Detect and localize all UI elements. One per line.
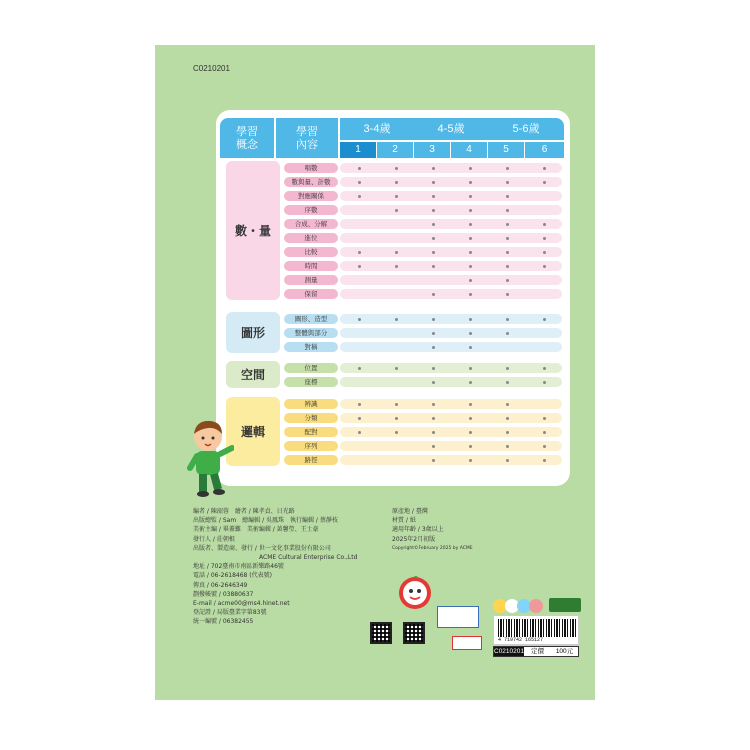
table-row <box>284 163 562 173</box>
check-dot <box>469 181 472 184</box>
check-dot <box>506 237 509 240</box>
check-dot <box>395 195 398 198</box>
check-dot <box>395 318 398 321</box>
check-dot <box>395 209 398 212</box>
row-band <box>340 233 562 243</box>
row-label: 圖形、造型 <box>284 314 338 324</box>
row-label: 分類 <box>284 413 338 423</box>
check-dot <box>543 237 546 240</box>
row-label: 時間 <box>284 261 338 271</box>
check-dot <box>543 251 546 254</box>
check-dot <box>543 167 546 170</box>
check-dot <box>358 417 361 420</box>
check-dot <box>432 403 435 406</box>
check-dot <box>432 195 435 198</box>
check-dot <box>358 431 361 434</box>
row-band <box>340 275 562 285</box>
credit-line: 電話 / 06-2618468 (代表號) <box>193 572 272 580</box>
category-2: 空間 <box>226 361 280 388</box>
header-content <box>276 118 338 158</box>
row-band <box>340 163 562 173</box>
check-dot <box>506 223 509 226</box>
row-band <box>340 314 562 324</box>
soy-ink-logo <box>437 606 479 628</box>
row-label: 座標 <box>284 377 338 387</box>
row-band <box>340 247 562 257</box>
check-dot <box>506 318 509 321</box>
check-dot <box>543 381 546 384</box>
check-dot <box>432 251 435 254</box>
check-dot <box>506 445 509 448</box>
credit-line: 統一編號 / 06382455 <box>193 618 254 626</box>
check-dot <box>432 209 435 212</box>
row-band <box>340 455 562 465</box>
row-label: 唱數 <box>284 163 338 173</box>
row-label: 序數 <box>284 205 338 215</box>
level-5: 5 <box>488 142 524 158</box>
row-label: 進位 <box>284 233 338 243</box>
credit-line: 地址 / 702臺南市南區新樂路46號 <box>193 563 284 571</box>
credits-right <box>392 507 512 553</box>
check-dot <box>469 195 472 198</box>
check-dot <box>543 445 546 448</box>
row-band <box>340 328 562 338</box>
table-row <box>284 191 562 201</box>
table-row <box>284 363 562 373</box>
check-dot <box>469 223 472 226</box>
level-2: 2 <box>377 142 413 158</box>
age-group-5-6: 5-6歲 <box>512 123 540 135</box>
check-dot <box>432 445 435 448</box>
table-row <box>284 219 562 229</box>
check-dot <box>469 167 472 170</box>
category-3: 邏輯 <box>226 397 280 466</box>
isbn-barcode <box>493 615 579 645</box>
check-dot <box>469 403 472 406</box>
row-band <box>340 261 562 271</box>
check-dot <box>432 332 435 335</box>
price-box <box>493 646 579 657</box>
table-row <box>284 377 562 387</box>
row-band <box>340 363 562 373</box>
check-dot <box>469 431 472 434</box>
check-dot <box>506 367 509 370</box>
level-3: 3 <box>414 142 450 158</box>
child-illustration <box>186 418 234 500</box>
check-dot <box>432 381 435 384</box>
age-group-3-4: 3-4歲 <box>363 123 391 135</box>
level-4: 4 <box>451 142 487 158</box>
check-dot <box>432 167 435 170</box>
header-content-line1: 學習 <box>296 125 318 138</box>
check-dot <box>506 181 509 184</box>
check-dot <box>469 209 472 212</box>
table-row <box>284 205 562 215</box>
row-band <box>340 219 562 229</box>
row-label: 數與量、計數 <box>284 177 338 187</box>
table-row <box>284 314 562 324</box>
credit-line: 劃撥帳號 / 03880637 <box>193 590 254 598</box>
table-row <box>284 413 562 423</box>
price-code: C0210201 <box>494 648 524 655</box>
check-dot <box>469 445 472 448</box>
table-row <box>284 275 562 285</box>
credit-line: Copyright©February 2025 by ACME <box>392 545 473 551</box>
row-band <box>340 342 562 352</box>
check-dot <box>432 417 435 420</box>
row-band <box>340 441 562 451</box>
credit-line: 原產地 / 臺灣 <box>392 508 428 515</box>
price-value: 100元 <box>555 648 574 655</box>
check-dot <box>469 346 472 349</box>
table-row <box>284 289 562 299</box>
header-concept-line2: 概念 <box>236 138 258 151</box>
check-dot <box>395 431 398 434</box>
row-band <box>340 177 562 187</box>
check-dot <box>432 431 435 434</box>
row-band <box>340 205 562 215</box>
order-hotline-label <box>549 598 581 612</box>
check-dot <box>358 403 361 406</box>
check-dot <box>506 459 509 462</box>
check-dot <box>506 251 509 254</box>
publisher-logo <box>452 636 482 650</box>
check-dot <box>469 251 472 254</box>
table-row <box>284 441 562 451</box>
row-label: 比較 <box>284 247 338 257</box>
check-dot <box>506 332 509 335</box>
row-band <box>340 413 562 423</box>
check-dot <box>469 332 472 335</box>
row-label: 序列 <box>284 441 338 451</box>
check-dot <box>395 251 398 254</box>
check-dot <box>543 417 546 420</box>
credit-line: 美術主編 / 畢蓋難 美術編輯 / 黃馨瑩、王士豪 <box>193 526 319 534</box>
row-band <box>340 289 562 299</box>
row-label: 測量 <box>284 275 338 285</box>
check-dot <box>543 431 546 434</box>
check-dot <box>395 181 398 184</box>
check-dot <box>506 209 509 212</box>
age-group-4-5: 4-5歲 <box>437 123 465 135</box>
check-dot <box>543 223 546 226</box>
table-row <box>284 177 562 187</box>
table-row <box>284 328 562 338</box>
check-dot <box>358 318 361 321</box>
table-row <box>284 427 562 437</box>
credit-line: 發行人 / 莊朝根 <box>193 535 235 543</box>
barcode-digits: 4 719742 165127 <box>498 637 544 643</box>
table-row <box>284 233 562 243</box>
check-dot <box>432 223 435 226</box>
check-dot <box>358 265 361 268</box>
row-band <box>340 399 562 409</box>
row-label: 位置 <box>284 363 338 373</box>
check-dot <box>506 293 509 296</box>
check-dot <box>506 265 509 268</box>
header-content-line2: 內容 <box>296 138 318 151</box>
table-row <box>284 399 562 409</box>
check-dot <box>469 265 472 268</box>
check-dot <box>358 251 361 254</box>
check-dot <box>543 181 546 184</box>
header-concept-line1: 學習 <box>236 125 258 138</box>
credits-left <box>193 507 393 627</box>
mascots-strip-icon <box>492 596 548 614</box>
row-label: 配對 <box>284 427 338 437</box>
check-dot <box>395 167 398 170</box>
check-dot <box>506 167 509 170</box>
credit-line: 出版者、製造商、發行 / 世一文化事業股份有限公司 <box>193 544 331 552</box>
category-0: 數・量 <box>226 161 280 300</box>
check-dot <box>469 318 472 321</box>
check-dot <box>432 265 435 268</box>
row-band <box>340 377 562 387</box>
row-label: 對稱 <box>284 342 338 352</box>
check-dot <box>358 195 361 198</box>
table-row <box>284 342 562 352</box>
credit-line: 2025年2月初版 <box>392 535 436 543</box>
check-dot <box>506 431 509 434</box>
qr-code-1 <box>370 622 392 644</box>
credit-line: 材質 / 紙 <box>392 517 416 525</box>
check-dot <box>432 181 435 184</box>
credit-line: 出版總監 / Sam 總編輯 / 吳鳳珠 執行編輯 / 蔡靜枝 <box>193 517 338 525</box>
row-band <box>340 191 562 201</box>
level-1: 1 <box>340 142 376 158</box>
check-dot <box>506 195 509 198</box>
credit-line: 適用年齡 / 3歲以上 <box>392 526 444 534</box>
check-dot <box>395 417 398 420</box>
check-dot <box>506 417 509 420</box>
row-label: 合成、分解 <box>284 219 338 229</box>
check-dot <box>469 237 472 240</box>
check-dot <box>469 459 472 462</box>
check-dot <box>506 403 509 406</box>
barcode-bars <box>498 619 576 637</box>
check-dot <box>432 367 435 370</box>
check-dot <box>358 167 361 170</box>
check-dot <box>432 318 435 321</box>
check-dot <box>395 403 398 406</box>
check-dot <box>506 381 509 384</box>
mascot-badge-icon <box>398 576 432 610</box>
check-dot <box>358 367 361 370</box>
cover-code: C0210201 <box>193 64 230 73</box>
check-dot <box>469 381 472 384</box>
row-label: 對應關係 <box>284 191 338 201</box>
category-1: 圖形 <box>226 312 280 353</box>
check-dot <box>469 293 472 296</box>
header-concept <box>220 118 274 158</box>
check-dot <box>432 293 435 296</box>
table-row <box>284 455 562 465</box>
price-label: 定價 <box>531 648 544 655</box>
credit-line: 登記證 / 局版臺業字第83號 <box>193 609 267 617</box>
qr-code-2 <box>403 622 425 644</box>
check-dot <box>543 318 546 321</box>
row-label: 路徑 <box>284 455 338 465</box>
check-dot <box>432 237 435 240</box>
table-row <box>284 247 562 257</box>
check-dot <box>432 346 435 349</box>
check-dot <box>395 367 398 370</box>
row-label: 整體與部分 <box>284 328 338 338</box>
row-band <box>340 427 562 437</box>
check-dot <box>469 417 472 420</box>
check-dot <box>543 265 546 268</box>
credit-line: E-mail / acme00@ms4.hinet.net <box>193 600 290 608</box>
check-dot <box>469 279 472 282</box>
credit-line: 傳真 / 06-2646349 <box>193 581 248 589</box>
level-6: 6 <box>525 142 564 158</box>
check-dot <box>395 265 398 268</box>
credit-line: 編者 / 陳韶蓉 繪者 / 陳孝貞、日光路 <box>193 508 295 515</box>
check-dot <box>506 279 509 282</box>
check-dot <box>432 459 435 462</box>
check-dot <box>543 367 546 370</box>
check-dot <box>358 181 361 184</box>
credit-line: ACME Cultural Enterprise Co.,Ltd <box>193 554 358 562</box>
check-dot <box>469 367 472 370</box>
row-label: 保留 <box>284 289 338 299</box>
check-dot <box>543 459 546 462</box>
table-row <box>284 261 562 271</box>
row-label: 辨識 <box>284 399 338 409</box>
